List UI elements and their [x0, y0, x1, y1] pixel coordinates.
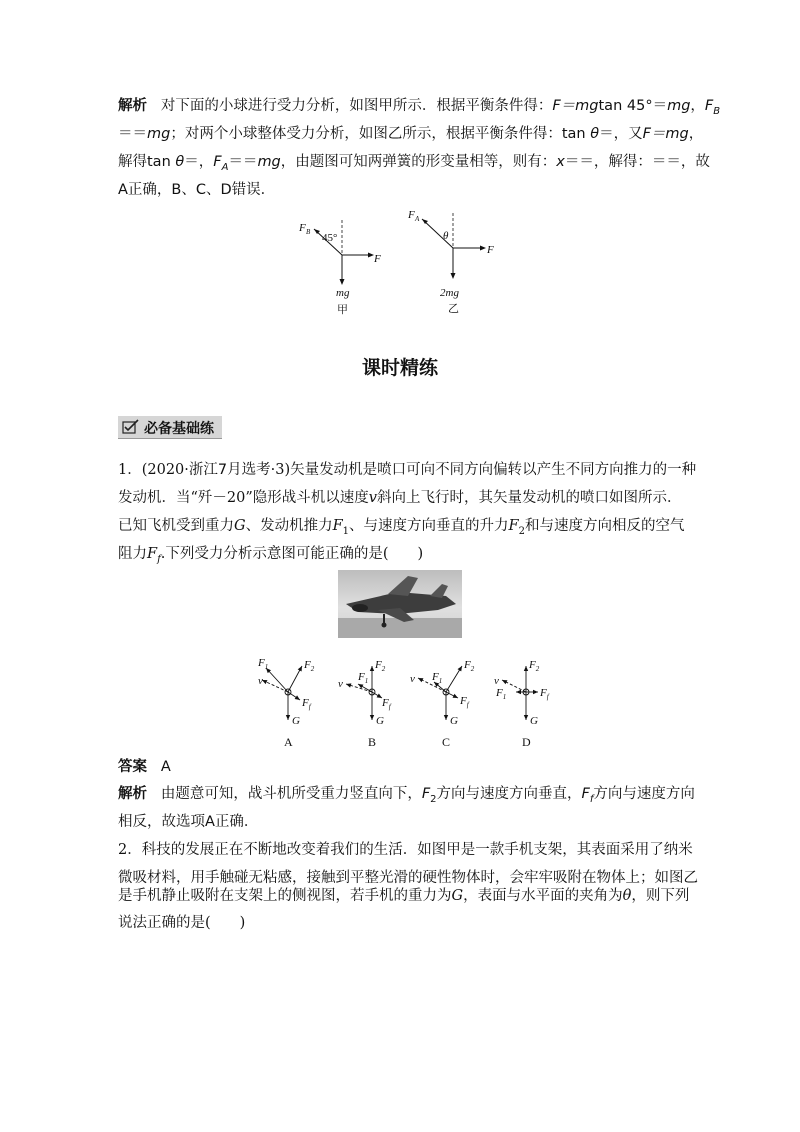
q1-line4: [118, 544, 423, 570]
text: v: [368, 490, 377, 506]
text: ＝，: [184, 154, 214, 170]
text: ，: [690, 98, 705, 114]
label-v-B: v: [338, 678, 343, 690]
text: F: [704, 98, 714, 114]
subscript: 2: [518, 525, 525, 537]
arrow-f2-C-head: [458, 666, 462, 671]
text: mg: [147, 126, 171, 142]
label-ff-C: $F_f$: [460, 695, 469, 709]
analysis1-line3: [118, 152, 710, 178]
arrow-f2-D-head: [524, 666, 528, 671]
arrow-f2-B-head: [370, 666, 374, 671]
text: F: [332, 518, 343, 534]
label-ff-B: $F_f$: [382, 697, 391, 711]
subscript: 1: [342, 525, 350, 537]
label-ff-D: $F_f$: [540, 687, 549, 701]
text: ，表面与水平面的夹角为: [463, 888, 623, 904]
text: ＝＝: [228, 154, 258, 170]
text: F: [581, 786, 590, 802]
label-f1-A: $F_1$: [258, 657, 269, 671]
text: ＝＝: [118, 126, 147, 142]
option-label-B: B: [368, 735, 377, 749]
text: ，则下列: [631, 888, 690, 904]
text: 发动机．当“歼－20”隐形战斗机以速度: [118, 490, 369, 506]
q2-line2: 微吸材料，用手触碰无粘感，接触到平整光滑的硬性物体时，会牢牢吸附在物体上；如图乙: [118, 870, 698, 886]
caption-yi: 乙: [448, 303, 459, 315]
label-f2-B: $F_2$: [375, 659, 386, 673]
text: G: [234, 518, 246, 534]
text: ·3)矢量发动机是喷口可向不同方向偏转以产生不同方向推力的一种: [270, 462, 697, 478]
label-f2-C: $F_2$: [464, 659, 475, 673]
text: 方向与速度方向垂直，: [436, 786, 582, 802]
q2-line1: 2．科技的发展正在不断地改变着我们的生活．如图甲是一款手机支架，其表面采用了纳米: [118, 842, 693, 858]
fb-sub: B: [306, 228, 311, 236]
text: θ: [590, 126, 600, 142]
text: F＝mg: [642, 126, 689, 142]
analysis2-line1: [118, 784, 695, 810]
text: F: [421, 786, 431, 802]
q1-line1: [118, 460, 696, 480]
text: 由题意可知，战斗机所受重力竖直向下，: [160, 786, 422, 802]
text: F: [147, 546, 158, 562]
q1-line3: [118, 516, 684, 542]
label-g-C: G: [450, 715, 458, 727]
label-f2-D: $F_2$: [529, 659, 540, 673]
section-title: 课时精练: [361, 357, 438, 379]
angle-label: 45°: [322, 232, 338, 244]
text: .下列受力分析示意图可能正确的是( ): [160, 546, 424, 562]
text: ＝＝，解得：＝＝，故: [564, 154, 710, 170]
analysis1-line4: A正确，B、C、D错误．: [118, 182, 276, 198]
q2-line3: [118, 886, 689, 906]
arrow-g-B-head: [370, 715, 374, 720]
text: F＝mg: [552, 98, 599, 114]
label-v-D: v: [494, 675, 499, 687]
text: ，: [688, 126, 704, 142]
jet-silhouette-icon: [338, 570, 462, 638]
label-v-C: v: [410, 673, 415, 685]
label-f1-D: $F_1$: [496, 687, 507, 701]
mg-label: 2mg: [440, 287, 459, 299]
analysis1-label: 解析: [118, 98, 147, 114]
text: 阻力: [118, 546, 147, 562]
options-diagrams: [246, 652, 566, 752]
text: mg: [257, 154, 281, 170]
fa-label: F: [408, 209, 415, 221]
label-v-A: v: [258, 675, 263, 687]
text: 1．(2020·: [118, 462, 189, 478]
text: mg: [667, 98, 691, 114]
subscript: A: [221, 161, 229, 173]
text: θ: [622, 888, 632, 904]
subscript: 2: [430, 793, 437, 805]
label-f1-B: $F_1$: [358, 671, 369, 685]
text: F: [213, 154, 222, 170]
label-f1-C: $F_1$: [432, 671, 443, 685]
analysis1-line2: [118, 124, 703, 144]
text: G: [451, 888, 464, 904]
f-label: F: [374, 253, 381, 265]
force-diagram-yi: [398, 205, 508, 315]
text: 方向与速度方向: [593, 786, 695, 802]
label-ff-A: $F_f$: [302, 697, 311, 711]
text: tan 45°＝: [598, 98, 668, 114]
jet-photo: [338, 570, 462, 638]
fb-label: F: [299, 222, 306, 234]
arrow-ff-A-head: [295, 695, 300, 700]
q2-line4: 说法正确的是( ): [118, 915, 246, 931]
label-g-D: G: [530, 715, 538, 727]
answer-line: [118, 757, 171, 777]
text: 是手机静止吸附在支架上的侧视图，若手机的重力为: [118, 888, 452, 904]
text: 斜向上飞行时，其矢量发动机的喷口如图所示．: [376, 490, 682, 506]
subscript: f: [157, 553, 161, 565]
fa-sub: A: [415, 215, 420, 223]
option-label-D: D: [522, 735, 531, 749]
subscript: B: [713, 105, 721, 117]
label-f2-A: $F_2$: [304, 659, 315, 673]
analysis2-label: 解析: [118, 786, 147, 802]
text: 已知飞机受到重力: [118, 518, 234, 534]
q1-line2: [118, 488, 681, 508]
theta-label: θ: [443, 230, 449, 242]
section-badge: [118, 416, 222, 439]
text: 解得tan: [118, 154, 176, 170]
badge-label: 必备基础练: [144, 421, 214, 437]
arrow-ff-D-head: [533, 690, 538, 694]
answer-label: 答案: [118, 759, 147, 775]
answer-value: A: [160, 759, 171, 775]
subscript: f: [589, 793, 594, 805]
text: F: [508, 518, 519, 534]
arrow-g-A-head: [286, 715, 290, 720]
option-label-C: C: [442, 735, 451, 749]
label-g-B: G: [376, 715, 384, 727]
text: 和与速度方向相反的空气: [524, 518, 685, 534]
arrow-g-C-head: [444, 715, 448, 720]
text: 对下面的小球进行受力分析，如图甲所示．根据平衡条件得：: [160, 98, 553, 114]
text: ，由题图可知两弹簧的形变量相等，则有：: [280, 154, 557, 170]
f-label: F: [487, 244, 494, 256]
caption-jia: 甲: [337, 304, 348, 316]
option-label-A: A: [284, 735, 293, 749]
text: x: [556, 154, 565, 170]
text: 、发动机推力: [245, 518, 333, 534]
label-g-A: G: [292, 715, 300, 727]
text: 浙江7月选考: [188, 462, 271, 478]
force-diagram-jia: [290, 215, 400, 315]
arrow-v-B-head: [346, 683, 351, 687]
analysis2-line2: 相反，故选项A正确．: [118, 814, 259, 830]
mg-label: mg: [336, 287, 350, 299]
analysis1-line1: [118, 96, 720, 122]
arrow-f1-D-head: [516, 690, 521, 694]
text: θ: [175, 154, 185, 170]
text: 、与速度方向垂直的升力: [349, 518, 509, 534]
arrow-g-D-head: [524, 715, 528, 720]
text: ＝，又: [599, 126, 643, 142]
text: ；对两个小球整体受力分析，如图乙所示，根据平衡条件得：tan: [170, 126, 591, 142]
check-pencil-icon: [122, 419, 140, 435]
